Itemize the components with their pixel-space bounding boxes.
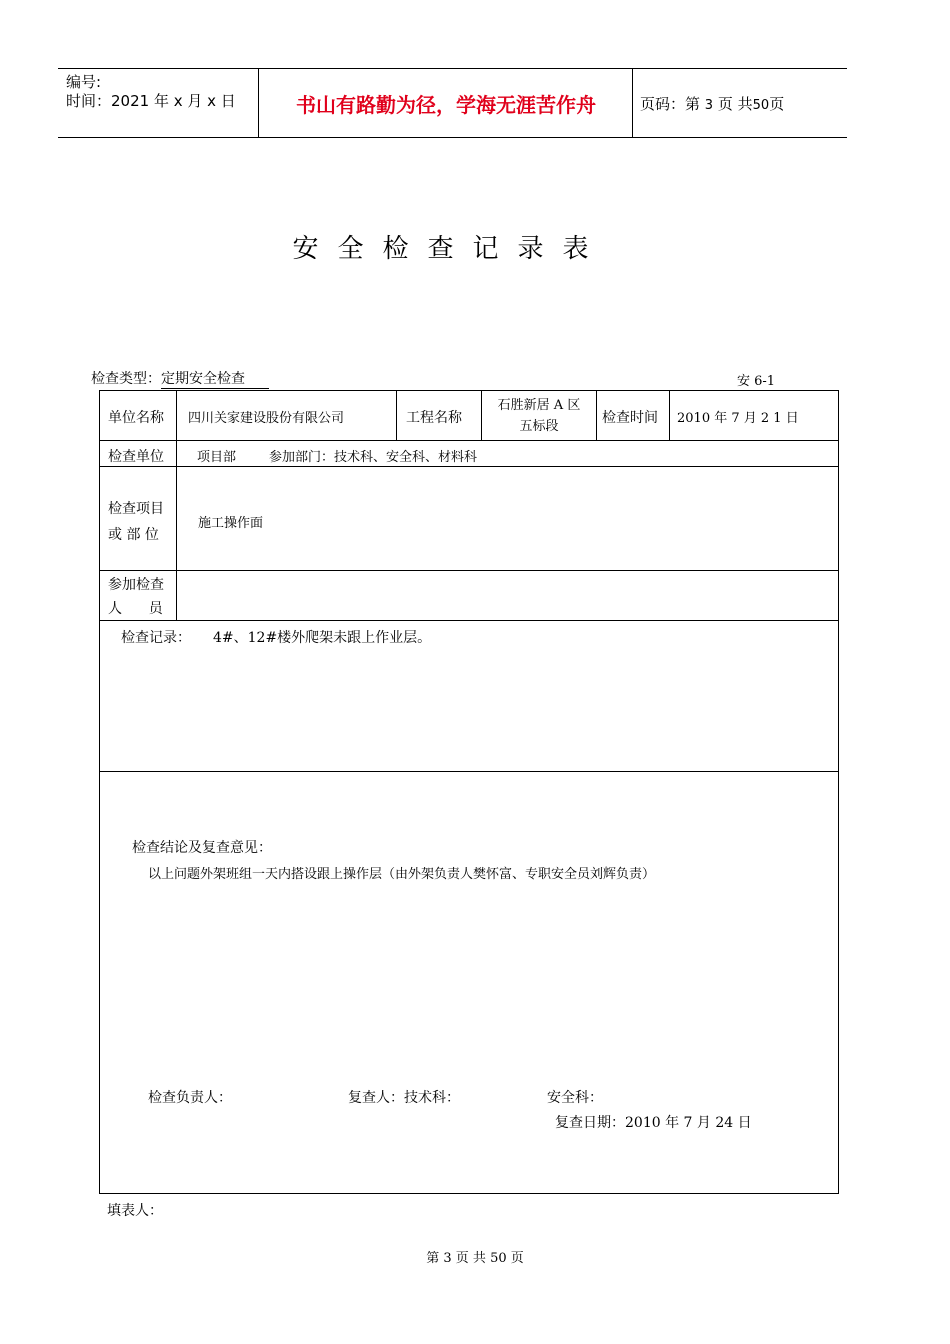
row-divider [100,620,838,621]
column-divider [669,391,670,440]
unit-name-label: 单位名称 [108,410,164,426]
inspection-time-value: 2010 年 7 月 2 1 日 [677,411,799,426]
project-name-value [482,395,596,437]
row-divider [100,771,838,772]
participants-label [108,573,164,621]
column-divider [176,391,177,621]
footer-mid: 页 共 [455,1251,486,1266]
row-divider [100,466,838,467]
inspection-item-value: 施工操作面 [198,516,264,531]
inspection-item-label [108,496,164,548]
header-meta [66,73,236,111]
departments-label: 参加部门： [269,450,335,465]
header-page-current: 3 [704,98,714,113]
inspecting-unit-label: 检查单位 [108,449,164,465]
footer-suffix: 页 [510,1251,524,1266]
column-divider [396,391,397,440]
project-name-line2: 五标段 [519,419,559,434]
review-date-label: 复查日期： [555,1115,625,1131]
record-label: 检查记录： [121,630,191,646]
form-code: 安 6-1 [737,374,776,389]
header-page-suffix: 页 [769,95,785,113]
conclusion-label: 检查结论及复查意见： [132,840,272,856]
header-page-info [640,93,784,114]
document-header [58,68,847,138]
column-divider [596,391,597,440]
reviewer-label: 复查人：技术科： [348,1090,460,1106]
participants-label-line1: 参加检查 [108,577,164,593]
filler-label: 填表人： [107,1203,163,1219]
inspection-type [91,368,269,389]
inspection-form [99,390,839,1194]
inspection-item-label-line2: 或 部 位 [108,527,159,543]
header-page-mid: 页 共 [717,95,753,113]
header-time-label: 时间：2021 年 x 月 x 日 [66,92,236,110]
departments [269,446,477,465]
footer-current: 3 [443,1251,452,1266]
unit-name-value: 四川关家建设股份有限公司 [188,411,345,426]
inspection-type-label: 检查类型： [91,371,161,387]
footer-total: 50 [490,1251,507,1266]
participants-label-line2: 人 员 [108,601,163,617]
header-motto: 书山有路勤为径，学海无涯苦作舟 [296,92,596,117]
document-title: 安全检查记录表 [292,234,608,264]
header-page-prefix: 页码：第 [640,95,701,113]
inspection-item-label-line1: 检查项目 [108,501,164,517]
inspection-time-label: 检查时间 [602,410,658,426]
row-divider [100,440,838,441]
record [121,627,431,647]
departments-value: 技术科、安全科、材料科 [334,450,478,465]
safety-dept-label: 安全科： [547,1090,603,1106]
header-page-total: 50 [752,98,770,113]
row-divider [100,570,838,571]
footer-prefix: 第 [426,1251,440,1266]
record-value: 4#、12#楼外爬架未跟上作业层。 [213,630,432,646]
inspecting-unit-value: 项目部 [197,450,237,465]
project-name-line1: 石胜新居 A 区 [497,398,581,413]
project-name-label: 工程名称 [406,410,462,426]
review-date [555,1112,752,1132]
inspection-type-value: 定期安全检查 [161,368,269,389]
conclusion-value: 以上问题外架班组一天内搭设跟上操作层（由外架负责人樊怀富、专职安全员刘辉负责） [148,867,656,882]
page-footer [0,1247,950,1266]
review-date-value: 2010 年 7 月 24 日 [625,1115,752,1131]
inspector-label: 检查负责人： [148,1090,232,1106]
header-number-label: 编号: [66,73,102,91]
